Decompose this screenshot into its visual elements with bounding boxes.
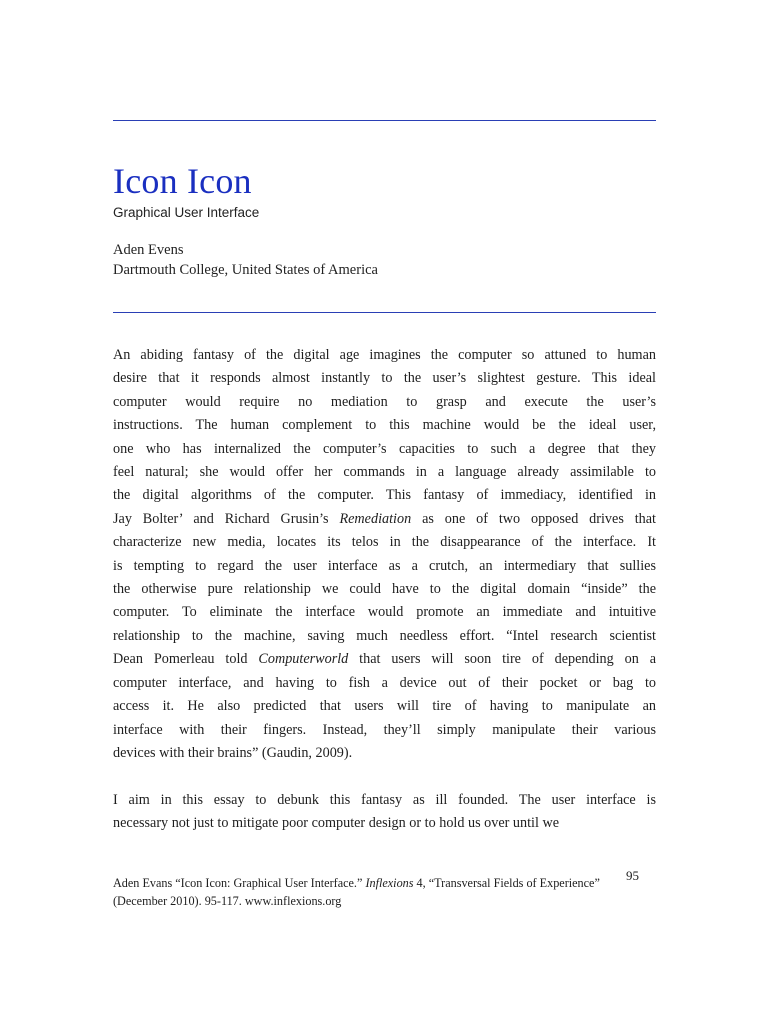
- text-line: one who has internalized the computer’s capacities to such a degree that they: [113, 440, 656, 457]
- page-number: 95: [626, 868, 639, 883]
- text-line: necessary not just to mitigate poor computer design or to hold us over until we: [113, 815, 560, 832]
- text-line: computer interface, and having to fish a device out of their pocket or bag to: [113, 674, 656, 691]
- text-line: instructions. The human complement to this machine would be the ideal user,: [113, 417, 656, 434]
- text-line: the otherwise pure relationship we could have to the digital domain “inside” the: [113, 581, 656, 598]
- text-line: computer would require no mediation to grasp and execute the user’s: [113, 393, 656, 410]
- citation-text-post: 4, “Transversal Fields of Experience” (December 2010). 95-117. www.inflexions.org: [113, 876, 600, 908]
- text-line: relationship to the machine, saving much needless effort. “Intel research scientist: [113, 627, 656, 644]
- text-segment: Dean Pomerleau told: [113, 651, 259, 668]
- text-segment: as one of two opposed drives that: [411, 510, 656, 527]
- text-line: the digital algorithms of the computer. This fantasy of immediacy, identified in: [113, 487, 656, 504]
- text-line: is tempting to regard the user interface as a crutch, an intermediary that sullies: [113, 557, 656, 574]
- text-line: interface with their fingers. Instead, they’ll simply manipulate their various: [113, 721, 656, 738]
- citation-text-pre: Aden Evans “Icon Icon: Graphical User Interface.”: [113, 876, 366, 890]
- text-line: devices with their brains” (Gaudin, 2009).: [113, 744, 353, 761]
- italic-title: Remediation: [339, 510, 412, 527]
- citation-footer: [113, 874, 623, 910]
- text-segment: Jay Bolter’ and Richard Grusin’s: [113, 510, 340, 527]
- text-line: I aim in this essay to debunk this fantasy as ill founded. The user interface is: [113, 791, 656, 808]
- paragraph-1: [113, 344, 656, 765]
- text-line: [113, 648, 656, 671]
- paragraph-2: [113, 789, 656, 836]
- article-body: [113, 344, 656, 836]
- text-segment: that users will soon tire of depending on a: [348, 651, 656, 668]
- article-subtitle: Graphical User Interface: [113, 205, 260, 220]
- italic-title: Computerworld: [258, 651, 349, 668]
- author-affiliation: Dartmouth College, United States of America: [113, 262, 378, 278]
- author-name: Aden Evens: [113, 242, 184, 258]
- text-line: computer. To eliminate the interface would promote an immediate and intuitive: [113, 604, 656, 621]
- article-title: Icon Icon: [113, 161, 252, 201]
- separator-rule: [113, 312, 656, 313]
- citation-journal: Inflexions: [365, 876, 414, 890]
- author-block: [113, 240, 378, 280]
- text-line: desire that it responds almost instantly to the user’s slightest gesture. This ideal: [113, 370, 656, 387]
- text-line: access it. He also predicted that users will tire of having to manipulate an: [113, 698, 656, 715]
- text-line: feel natural; she would offer her commands in a language already assimilable to: [113, 464, 656, 481]
- top-rule: [113, 120, 656, 121]
- text-line: characterize new media, locates its telos in the disappearance of the interface. It: [113, 534, 656, 551]
- text-line: [113, 508, 656, 531]
- text-line: An abiding fantasy of the digital age imagines the computer so attuned to human: [113, 347, 656, 363]
